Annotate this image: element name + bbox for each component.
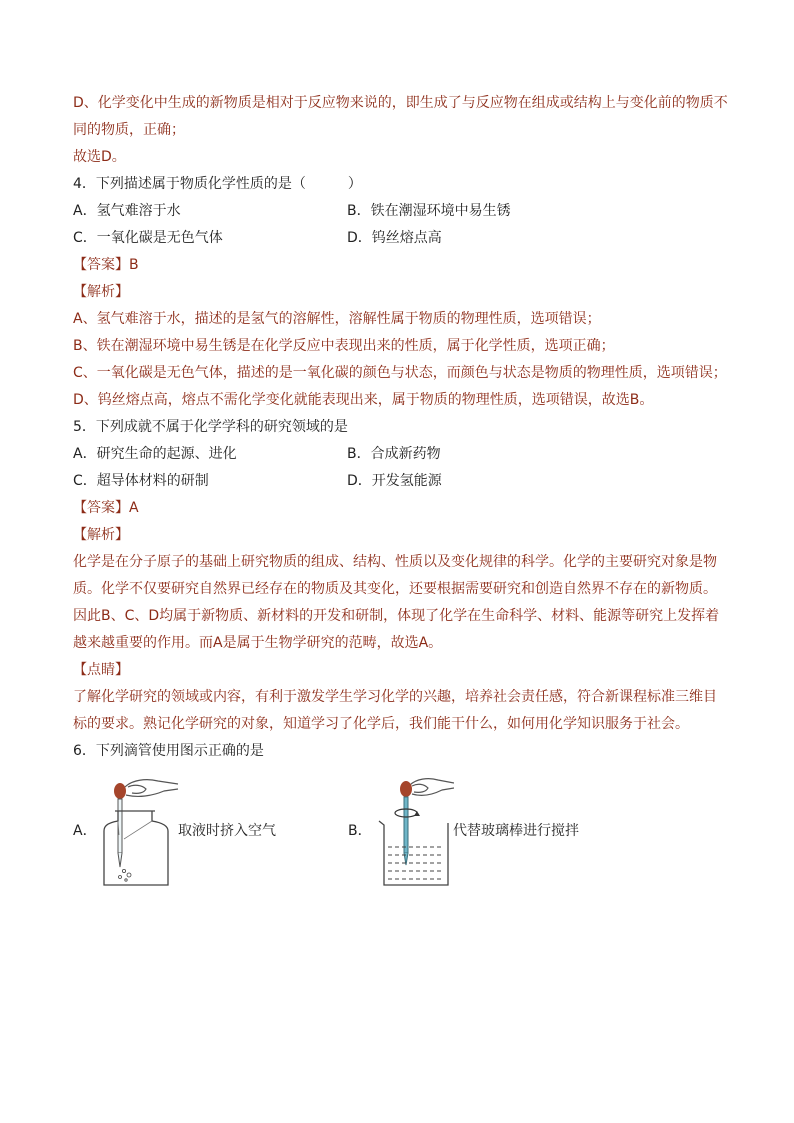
q3-analysis-d-line-2: 同的物质，正确； [73, 122, 185, 138]
dropper-bulb [400, 781, 412, 797]
q4-options-row-2 [73, 225, 753, 252]
air-bubble [119, 876, 122, 879]
q5-analysis-line-1: 化学是在分子原子的基础上研究物质的组成、结构、性质以及变化规律的科学。化学的主要研究对象是物 [73, 554, 717, 570]
dropper-bottle-figure [98, 775, 180, 887]
q6-option-b-caption: 代替玻璃棒进行搅拌 [453, 823, 579, 839]
q4-analysis-line-3: C、一氧化碳是无色气体，描述的是一氧化碳的颜色与状态，而颜色与状态是物质的物理性质，选项错误； [73, 365, 727, 381]
q5-option-d: D．开发氢能源 [347, 473, 442, 489]
q4-option-b: B．铁在潮湿环境中易生锈 [347, 203, 511, 219]
q6-option-a-label: A． [73, 823, 97, 839]
q6-figures-row [73, 775, 753, 889]
q3-conclusion: 故选D。 [73, 149, 126, 165]
dropper-tip [118, 853, 122, 867]
page-content [73, 90, 753, 889]
q5-tip-heading: 【点睛】 [73, 662, 129, 678]
bottle-inner-lines [118, 821, 152, 839]
bottle-outline [104, 811, 168, 885]
q5-stem: 5．下列成就不属于化学学科的研究领域的是 [73, 419, 348, 435]
q4-stem: 4．下列描述属于物质化学性质的是（ ） [73, 176, 362, 192]
air-bubble [125, 879, 127, 881]
q5-options-row-1 [73, 441, 753, 468]
q3-analysis-d-line-1: D、化学变化中生成的新物质是相对于反应物来说的，即生成了与反应物在组成或结构上与变化前的物质不 [73, 95, 728, 111]
q5-analysis-heading: 【解析】 [73, 527, 129, 543]
q5-answer: 【答案】A [73, 500, 139, 516]
dropper-tube [404, 797, 408, 853]
dropper-bulb [114, 783, 126, 799]
q4-option-c: C．一氧化碳是无色气体 [73, 230, 223, 246]
dropper-beaker-figure [376, 775, 454, 887]
q4-option-a: A．氢气难溶于水 [73, 203, 181, 219]
q6-stem: 6．下列滴管使用图示正确的是 [73, 743, 264, 759]
q5-option-c: C．超导体材料的研制 [73, 473, 209, 489]
q4-analysis-line-2: B、铁在潮湿环境中易生锈是在化学反应中表现出来的性质，属于化学性质，选项正确； [73, 338, 615, 354]
q4-option-d: D．钨丝熔点高 [347, 230, 442, 246]
q5-option-a: A．研究生命的起源、进化 [73, 446, 237, 462]
q5-analysis-line-3: 因此B、C、D均属于新物质、新材料的开发和研制，体现了化学在生命科学、材料、能源等研究上发挥着 [73, 608, 720, 624]
beaker-outline [379, 821, 448, 885]
hand-outline [410, 779, 454, 796]
air-bubble [127, 873, 131, 877]
q5-tip-line-2: 标的要求。熟记化学研究的对象，知道学习了化学后，我们能干什么，如何用化学知识服务于社会。 [73, 716, 689, 732]
q6-option-b-label: B． [348, 823, 372, 839]
q6-option-a-caption: 取液时挤入空气 [178, 823, 276, 839]
q5-analysis-line-4: 越来越重要的作用。而A是属于生物学研究的范畴，故选A。 [73, 635, 443, 651]
q4-answer: 【答案】B [73, 257, 139, 273]
q5-option-b: B．合成新药物 [347, 446, 441, 462]
rotation-arrowhead [414, 811, 420, 816]
q5-analysis-line-2: 质。化学不仅要研究自然界已经存在的物质及其变化，还要根据需要研究和创造自然界不存在的新物质。 [73, 581, 717, 597]
air-bubble [122, 869, 125, 872]
q4-analysis-line-1: A、氢气难溶于水，描述的是氢气的溶解性，溶解性属于物质的物理性质，选项错误； [73, 311, 601, 327]
q4-analysis-line-4: D、钨丝熔点高，熔点不需化学变化就能表现出来，属于物质的物理性质，选项错误，故选B。 [73, 392, 654, 408]
hand-outline [125, 780, 178, 797]
q4-analysis-heading: 【解析】 [73, 284, 129, 300]
q5-tip-line-1: 了解化学研究的领域或内容，有利于激发学生学习化学的兴趣，培养社会责任感，符合新课程标准三维目 [73, 689, 717, 705]
q5-options-row-2 [73, 468, 753, 495]
q4-options-row-1 [73, 198, 753, 225]
